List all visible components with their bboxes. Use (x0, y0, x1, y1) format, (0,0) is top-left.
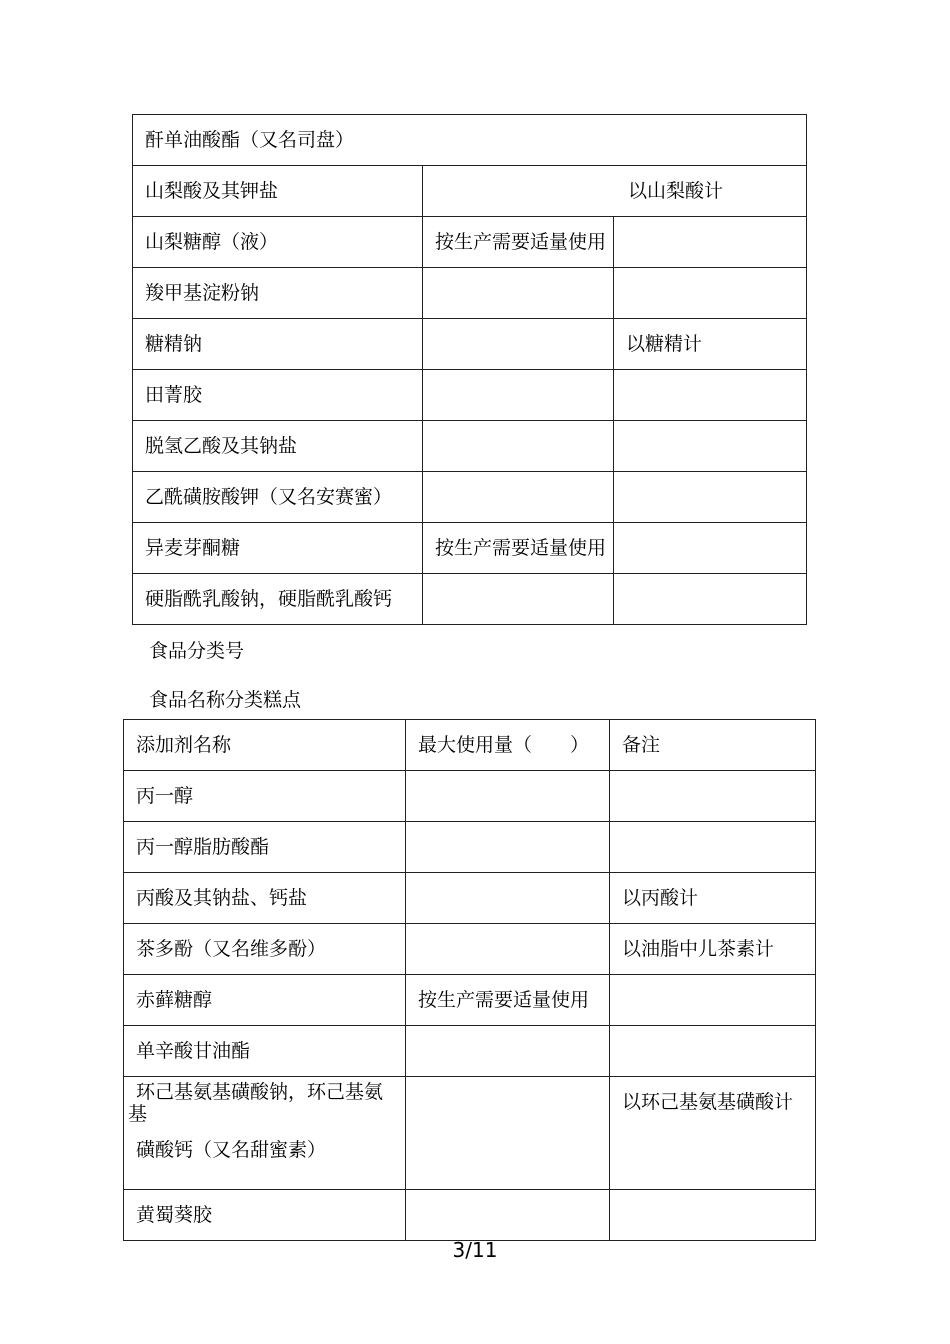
table-row (133, 421, 807, 472)
amount-cell (423, 574, 614, 625)
note-cell (614, 217, 807, 268)
note-cell (610, 822, 816, 873)
table-row (124, 924, 816, 975)
additive-name: 赤藓糖醇 (124, 975, 406, 1026)
amount-cell (406, 924, 610, 975)
additive-name-line: 环己基氨基磺酸钠，环己基氨 (136, 1081, 384, 1103)
amount-cell (423, 319, 614, 370)
table-row (124, 822, 816, 873)
amount-cell (423, 268, 614, 319)
amount-cell: 按生产需要适量使用 (423, 217, 614, 268)
note-cell (614, 370, 807, 421)
table-row (124, 771, 816, 822)
note-cell: 以丙酸计 (610, 873, 816, 924)
amount-cell (406, 822, 610, 873)
additive-name: 硬脂酰乳酸钠，硬脂酰乳酸钙 (133, 574, 423, 625)
table-row (133, 523, 807, 574)
additive-name-line: 基 (128, 1103, 148, 1125)
additives-table-1 (132, 114, 807, 625)
food-category-name-label: 食品名称分类糕点 (149, 689, 302, 711)
table-row (133, 370, 807, 421)
table-row (124, 873, 816, 924)
additive-name: 丙一醇 (124, 771, 406, 822)
additive-name: 山梨酸及其钾盐 (133, 166, 423, 217)
table-row (124, 1190, 816, 1241)
amount-cell (406, 1190, 610, 1241)
food-category-number-label: 食品分类号 (149, 640, 245, 662)
table-row (124, 1026, 816, 1077)
additive-name-line: 磺酸钙（又名甜蜜素） (136, 1139, 327, 1161)
additive-name: 茶多酚（又名维多酚） (124, 924, 406, 975)
amount-cell (406, 873, 610, 924)
note-cell: 以环己基氨基磺酸计 (610, 1077, 816, 1190)
table-row (133, 268, 807, 319)
amount-cell: 按生产需要适量使用 (423, 523, 614, 574)
note-cell (610, 975, 816, 1026)
additive-name: 乙酰磺胺酸钾（又名安赛蜜） (133, 472, 423, 523)
note-cell (614, 472, 807, 523)
header-max-amount: 最大使用量（ ） (406, 720, 610, 771)
note-cell (610, 1026, 816, 1077)
note-cell (610, 1190, 816, 1241)
table-row (133, 574, 807, 625)
table-row (133, 319, 807, 370)
amount-cell (406, 771, 610, 822)
additive-name: 酐单油酸酯（又名司盘） (133, 115, 807, 166)
additive-name: 单辛酸甘油酯 (124, 1026, 406, 1077)
additive-name: 异麦芽酮糖 (133, 523, 423, 574)
note-cell (614, 574, 807, 625)
note-cell: 以油脂中儿茶素计 (610, 924, 816, 975)
note-cell (614, 523, 807, 574)
additive-name: 山梨糖醇（液） (133, 217, 423, 268)
table-row (133, 166, 807, 217)
page-number: 3/11 (452, 1238, 498, 1262)
note-cell (614, 268, 807, 319)
amount-cell: 按生产需要适量使用 (406, 975, 610, 1026)
additive-name: 丙酸及其钠盐、钙盐 (124, 873, 406, 924)
additives-table-2 (123, 719, 816, 1241)
table-header-row (124, 720, 816, 771)
amount-cell (423, 370, 614, 421)
additive-name: 脱氢乙酸及其钠盐 (133, 421, 423, 472)
additive-name: 羧甲基淀粉钠 (133, 268, 423, 319)
table-row (124, 1077, 816, 1190)
amount-cell (406, 1026, 610, 1077)
table-row (133, 217, 807, 268)
table-row (133, 472, 807, 523)
table-row (133, 115, 807, 166)
note-cell: 以山梨酸计 (423, 166, 807, 217)
note-cell (614, 421, 807, 472)
additive-name: 丙一醇脂肪酸酯 (124, 822, 406, 873)
table-row (124, 975, 816, 1026)
header-additive-name: 添加剂名称 (124, 720, 406, 771)
additive-name: 田菁胶 (133, 370, 423, 421)
note-cell (610, 771, 816, 822)
amount-cell (423, 472, 614, 523)
note-cell: 以糖精计 (614, 319, 807, 370)
additive-name: 糖精钠 (133, 319, 423, 370)
amount-cell (423, 421, 614, 472)
additive-name (124, 1077, 406, 1190)
additive-name: 黄蜀葵胶 (124, 1190, 406, 1241)
amount-cell (406, 1077, 610, 1190)
header-note: 备注 (610, 720, 816, 771)
